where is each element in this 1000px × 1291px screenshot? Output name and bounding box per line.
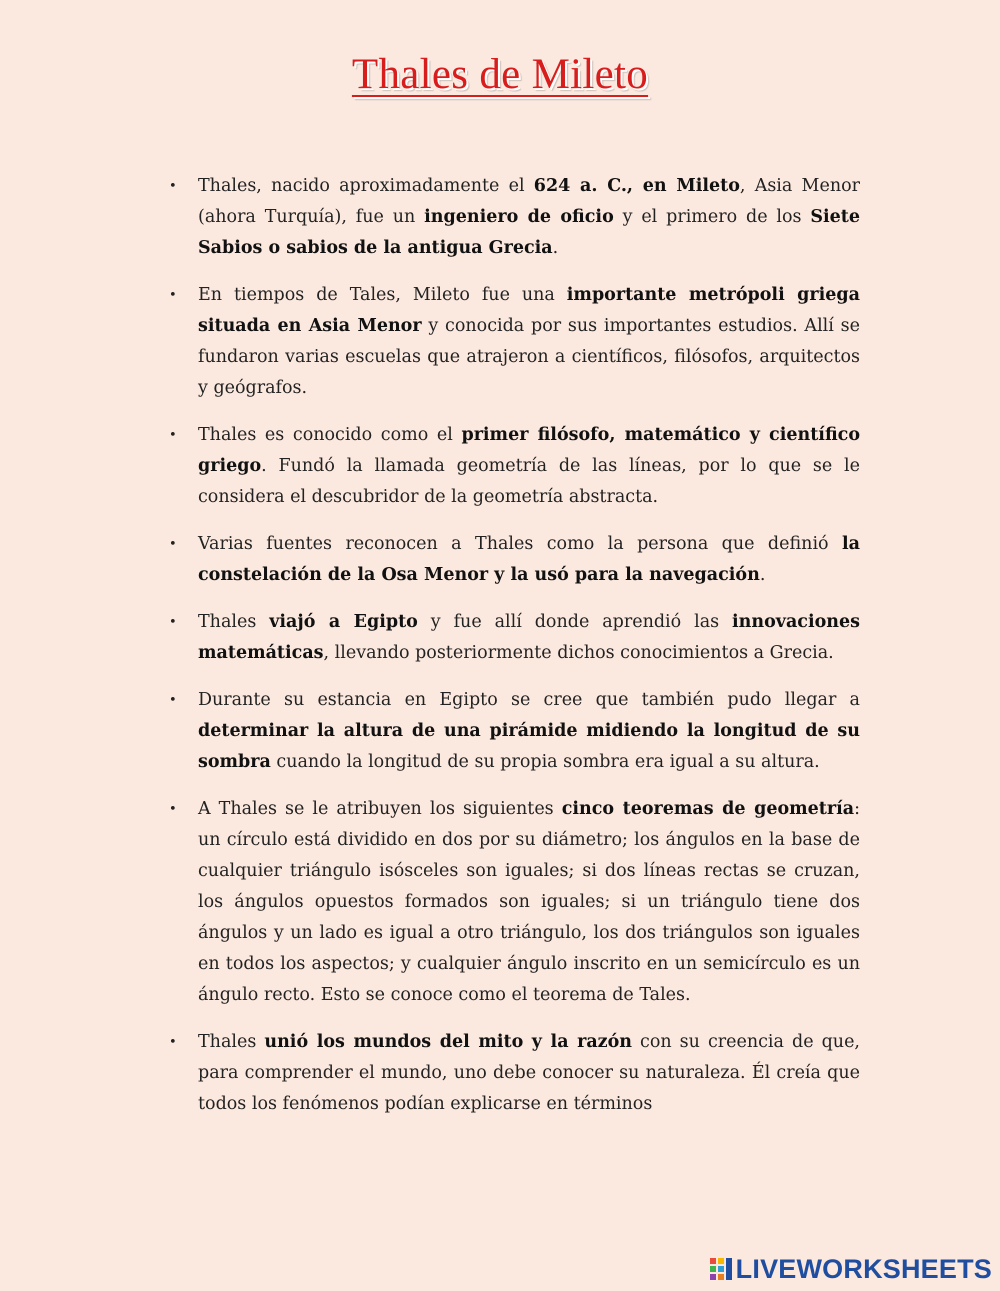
list-item xyxy=(160,607,860,669)
page-title: Thales de Mileto xyxy=(351,51,649,98)
bold-text: cinco teoremas de geometría xyxy=(561,799,855,819)
paragraph-text: y fue allí donde aprendió las xyxy=(417,612,733,632)
bullet-list xyxy=(160,171,860,1120)
bold-text: determinar la altura de una pirámide midiendo la longitud de su sombra xyxy=(198,721,860,772)
bullet-icon: • xyxy=(169,1035,177,1050)
paragraph-text: Thales xyxy=(198,1032,265,1052)
bold-text: 624 a. C., en Mileto xyxy=(533,176,740,196)
bullet-icon: • xyxy=(169,693,177,708)
bold-text: primer filósofo, matemático y científico griego xyxy=(198,425,860,476)
bullet-icon: • xyxy=(169,179,177,194)
bold-text: unió los mundos del mito y la razón xyxy=(264,1032,632,1052)
paragraph-text: Thales xyxy=(198,612,270,632)
bold-text: importante metrópoli griega situada en Asia Menor xyxy=(198,285,861,336)
list-item xyxy=(160,280,860,404)
list-item xyxy=(160,1027,860,1120)
paragraph-text: Durante su estancia en Egipto se cree que también pudo llegar a xyxy=(198,690,860,710)
paragraph-text: . Fundó la llamada geometría de las líneas, por lo que se le considera el descubridor de la geometría abstracta. xyxy=(198,456,860,507)
paragraph-text: En tiempos de Tales, Mileto fue una xyxy=(198,285,567,305)
bullet-icon: • xyxy=(169,288,177,303)
paragraph-text: , Asia Menor (ahora Turquía), fue un xyxy=(198,176,860,227)
paragraph-text: , llevando posteriormente dichos conocimientos a Grecia. xyxy=(323,643,834,663)
paragraph-text: y conocida por sus importantes estudios. Allí se fundaron varias escuelas que atrajeron a científicos, filósofos, arquitectos y geógrafos. xyxy=(198,316,860,398)
list-item xyxy=(160,794,860,1011)
paragraph-text: : un círculo está dividido en dos por su diámetro; los ángulos en la base de cualquier triángulo isósceles son iguales; si dos líneas rectas se cruzan, los ángulos opuestos formados son iguales; si un triángulo tiene dos ángulos y un lado es igual a otro triángulo, los dos triángulos son iguales en todos los aspectos; y cualquier ángulo inscrito en un semicírculo es un ángulo recto. Esto se conoce como el teorema de Tales. xyxy=(198,799,860,1005)
paragraph-text: y el primero de los xyxy=(613,207,811,227)
paragraph-text: Thales, nacido aproximadamente el xyxy=(198,176,534,196)
bullet-icon: • xyxy=(169,537,177,552)
list-item xyxy=(160,529,860,591)
paragraph-text: con su creencia de que, para comprender el mundo, uno debe conocer su naturaleza. Él creía que todos los fenómenos podían explicarse en términos xyxy=(198,1032,860,1114)
bullet-icon: • xyxy=(169,615,177,630)
paragraph-text: A Thales se le atribuyen los siguientes xyxy=(198,799,562,819)
bullet-icon: • xyxy=(169,428,177,443)
paragraph-text: . xyxy=(759,565,766,585)
brand-name: LIVEWORKSHEETS xyxy=(735,1253,992,1284)
paragraph-text: . xyxy=(552,238,559,258)
bullet-icon: • xyxy=(169,802,177,817)
paragraph-text: cuando la longitud de su propia sombra era igual a su altura. xyxy=(270,752,820,772)
list-item xyxy=(160,685,860,778)
bold-text: ingeniero de oficio xyxy=(424,207,614,227)
bold-text: Siete Sabios o sabios de la antigua Grecia xyxy=(198,207,860,258)
paragraph-text: Varias fuentes reconocen a Thales como la persona que definió xyxy=(198,534,842,554)
list-item xyxy=(160,171,860,264)
liveworksheets-logo-icon xyxy=(710,1258,732,1280)
list-item xyxy=(160,420,860,513)
bold-text: viajó a Egipto xyxy=(269,612,418,632)
paragraph-text: Thales es conocido como el xyxy=(198,425,462,445)
liveworksheets-brand[interactable] xyxy=(710,1254,992,1284)
bold-text: innovaciones matemáticas xyxy=(198,612,860,663)
bold-text: la constelación de la Osa Menor y la usó para la navegación xyxy=(198,534,860,585)
